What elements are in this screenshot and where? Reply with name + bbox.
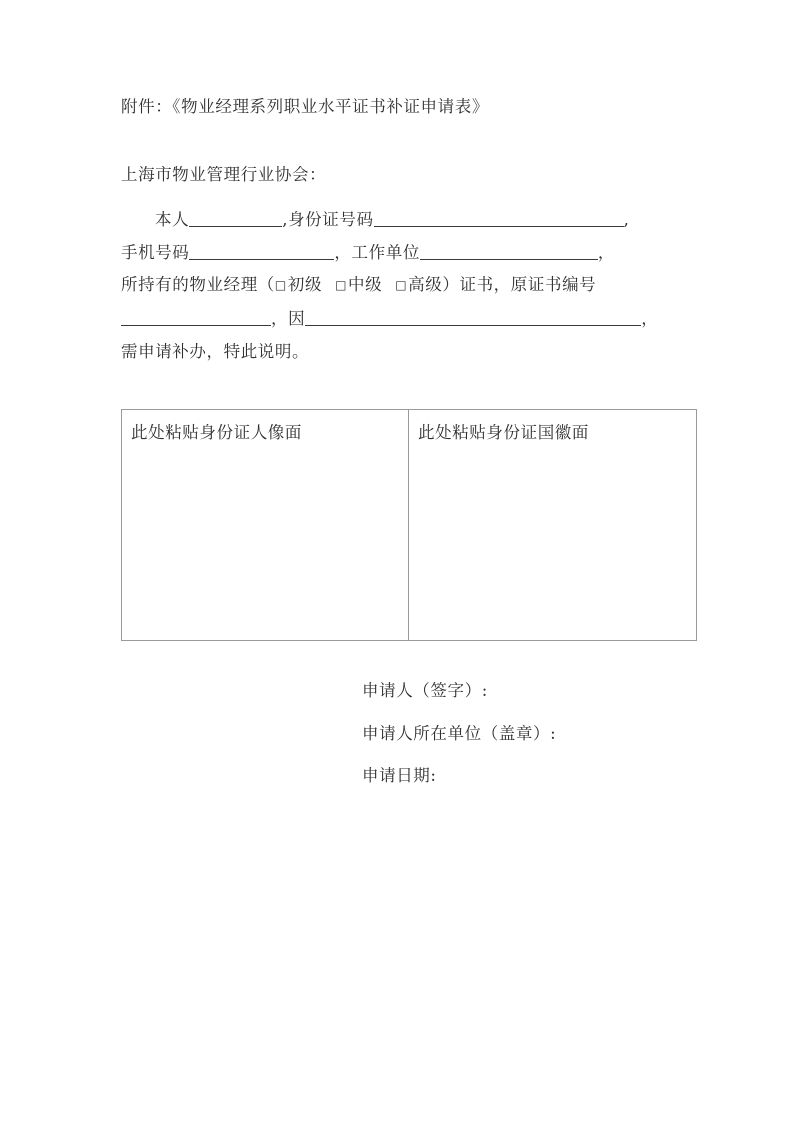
label-original-cert-no: ）证书，原证书编号: [442, 275, 597, 294]
label-certificate-held: 所持有的物业经理（: [121, 275, 275, 294]
applicant-unit-seal-label: 申请人所在单位（盖章）:: [362, 724, 557, 743]
checkbox-primary-icon[interactable]: □: [274, 278, 287, 292]
applicant-signature-label: 申请人（签字）:: [362, 681, 488, 700]
level-advanced-label: 高级: [408, 275, 443, 294]
work-unit-blank[interactable]: [420, 244, 598, 260]
body-line-4: [121, 310, 658, 328]
body-line-5: 需申请补办，特此说明。: [121, 342, 310, 361]
comma-after-name: ,: [282, 210, 289, 229]
paste-cell-portrait-side[interactable]: 此处粘贴身份证人像面: [122, 410, 409, 641]
phone-blank[interactable]: [189, 244, 334, 260]
label-phone: 手机号码: [121, 243, 190, 262]
comma-after-cert-no: ，: [271, 309, 289, 328]
document-title: 附件：《物业经理系列职业水平证书补证申请表》: [121, 97, 489, 116]
id-number-blank[interactable]: [374, 211, 624, 227]
paste-cell-emblem-side[interactable]: 此处粘贴身份证国徽面: [409, 410, 697, 641]
body-line-2: [121, 244, 615, 262]
checkbox-advanced-icon[interactable]: □: [395, 278, 408, 292]
reason-blank[interactable]: [305, 310, 641, 326]
body-line-1: [121, 211, 629, 229]
checkbox-intermediate-icon[interactable]: □: [335, 278, 348, 292]
application-date-label: 申请日期:: [362, 766, 437, 785]
table-row: [122, 410, 697, 641]
name-blank[interactable]: [189, 211, 282, 227]
level-intermediate-label: 中级: [348, 275, 383, 294]
certificate-number-blank[interactable]: [121, 310, 271, 326]
salutation: 上海市物业管理行业协会：: [121, 165, 327, 184]
label-self: 本人: [155, 210, 190, 229]
body-line-3: [121, 277, 596, 294]
comma-after-phone: ，: [334, 243, 352, 262]
comma-after-id: ,: [623, 210, 630, 229]
label-work-unit: 工作单位: [351, 243, 420, 262]
label-id-number: 身份证号码: [288, 210, 374, 229]
label-reason: 因: [288, 309, 306, 328]
level-primary-label: 初级: [287, 275, 323, 294]
comma-after-reason: ，: [641, 309, 659, 328]
id-card-paste-table: [121, 409, 697, 641]
comma-after-unit: ，: [597, 243, 616, 262]
